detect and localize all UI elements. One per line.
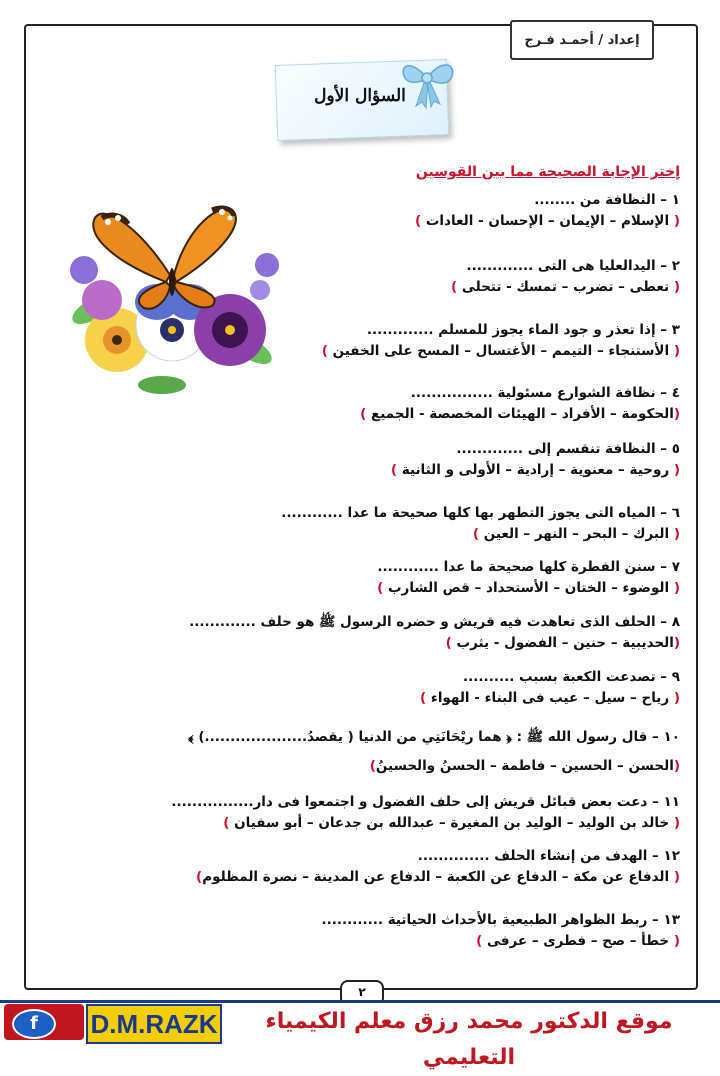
answer-choices: ( تعطى – تضرب – تمسك - تتحلى )	[451, 279, 680, 295]
parenthesis-mark: (	[673, 279, 680, 295]
parenthesis-mark: (	[673, 690, 680, 706]
page-number: ٢	[340, 980, 384, 1006]
parenthesis-mark: (	[673, 758, 680, 774]
question-text: ٣ – إذا تعذر و جود الماء يجوز للمسلم .............	[366, 322, 680, 338]
parenthesis-mark: (	[673, 526, 680, 542]
question-item	[80, 667, 680, 709]
answer-choices: (الحسن – الحسين – فاطمة – الحسن والحسين)	[369, 758, 680, 774]
question-text: ١ – النظافة من ........	[534, 192, 680, 208]
answer-choices: ( روحية – معنوية – إرادية – الولى و الثانية )	[390, 462, 680, 478]
answer-choices: ( خالد بن الوليد – الوليد بن المغيرة – عبدالله بن جدعان – أبو سفيان )	[223, 815, 680, 831]
parenthesis-mark: (	[673, 343, 680, 359]
question-text: ١٠ – قال رسول الله ﷺ : ﴿ هما ريْحَانَتِي من الدنيا ( يقصدُ....................) ﴾	[188, 729, 680, 745]
answer-choices: (الحديبية – حنين – الفضول - يثرب )	[445, 635, 680, 651]
author-label: إعداد / أحمـد فـرج	[524, 32, 640, 48]
question-text: ١٣ – ربط الظواهر الطبيعية بالأحداث الحياتية ............	[321, 912, 680, 928]
question-text: ٩ – تصدعت الكعبة بسبب ..........	[463, 669, 680, 685]
parenthesis-mark: )	[390, 462, 398, 478]
question-item	[80, 846, 680, 888]
parenthesis-mark: )	[321, 343, 328, 359]
question-item	[80, 190, 680, 232]
author-box	[510, 20, 654, 60]
question-text: ٨ – الحلف الذى تعاهدت فيه قريش و حضره الرسول ﷺ هو حلف .............	[189, 614, 680, 630]
parenthesis-mark: (	[673, 213, 680, 229]
facebook-icon[interactable]: f	[12, 1009, 56, 1039]
parenthesis-mark: (	[673, 580, 680, 596]
parenthesis-mark: )	[369, 758, 376, 774]
parenthesis-mark: (	[673, 635, 680, 651]
parenthesis-mark: )	[445, 635, 452, 651]
question-item	[80, 910, 680, 952]
parenthesis-mark: )	[476, 933, 483, 949]
answer-choices: ( الوضوء – الختان – الستحداد – قص الشارب )	[377, 580, 680, 596]
question-item	[80, 439, 680, 481]
answer-choices: ( رياح – سيل – عيب فى البناء - الهواء )	[420, 690, 680, 706]
question-text: ١٢ – الهدف من إنشاء الحلف ..............	[417, 848, 680, 864]
parenthesis-mark: (	[673, 815, 680, 831]
parenthesis-mark: (	[673, 933, 680, 949]
answer-choices: ( البرك – البحر – النهر – العين )	[472, 526, 680, 542]
question-text: ٢ – اليدالعليا هى التى .............	[466, 258, 680, 274]
answer-choices: (الحكومة – الفراد – الهيئات المخصصة - الجميع )	[360, 406, 680, 422]
answer-choices: ( خطأ – صح – فطرى – عرفى )	[476, 933, 680, 949]
question-item	[80, 557, 680, 599]
instruction-heading: إختر الإجابة الصحيحة مما بين القوسين	[415, 164, 680, 180]
parenthesis-mark: )	[451, 279, 458, 295]
question-item	[80, 792, 680, 834]
parenthesis-mark: )	[223, 815, 230, 831]
parenthesis-mark: )	[414, 213, 422, 229]
parenthesis-mark: )	[377, 580, 384, 596]
question-text: ١١ – دعت بعض قبائل قريش إلى حلف الفضول و اجتمعوا فى دار................	[171, 794, 680, 810]
parenthesis-mark: (	[673, 462, 680, 478]
site-name: موقع الدكتور محمد رزق معلم الكيمياء التعليمي	[265, 1009, 673, 1070]
question-text: ٦ – المياه التى يجوز التطهر بها كلها صحيحة ما عدا ............	[281, 505, 680, 521]
parenthesis-mark: (	[673, 869, 680, 885]
parenthesis-mark: )	[360, 406, 367, 422]
parenthesis-mark: )	[472, 526, 479, 542]
parenthesis-mark: (	[673, 406, 680, 422]
parenthesis-mark: )	[196, 869, 203, 885]
question-item	[80, 727, 680, 777]
question-item	[80, 612, 680, 654]
answer-choices: ( السلم – اليمان – الحسان - العادات )	[414, 213, 680, 229]
question-text: ٧ – سنن الفطرة كلها صحيحة ما عدا ............	[377, 559, 680, 575]
question-text: ٤ – نظافة الشوارع مسئولية ................	[410, 385, 680, 401]
question-item	[80, 320, 680, 362]
brand-logo-text: D.M.RAZK	[86, 1004, 222, 1044]
question-text: ٥ – النظافة تنقسم إلى .............	[456, 441, 680, 457]
answer-choices: ( الستنجاء – التيمم – الغتسال – المسح على الخفين )	[321, 343, 680, 359]
question-item	[80, 503, 680, 545]
section-title: السؤال الأول	[314, 86, 406, 106]
parenthesis-mark: )	[420, 690, 427, 706]
question-item	[80, 383, 680, 425]
answer-choices: ( الدفاع عن مكة – الدفاع عن الكعبة – الدفاع عن المدينة – نصرة المظلوم)	[196, 869, 680, 885]
question-item	[80, 256, 680, 298]
